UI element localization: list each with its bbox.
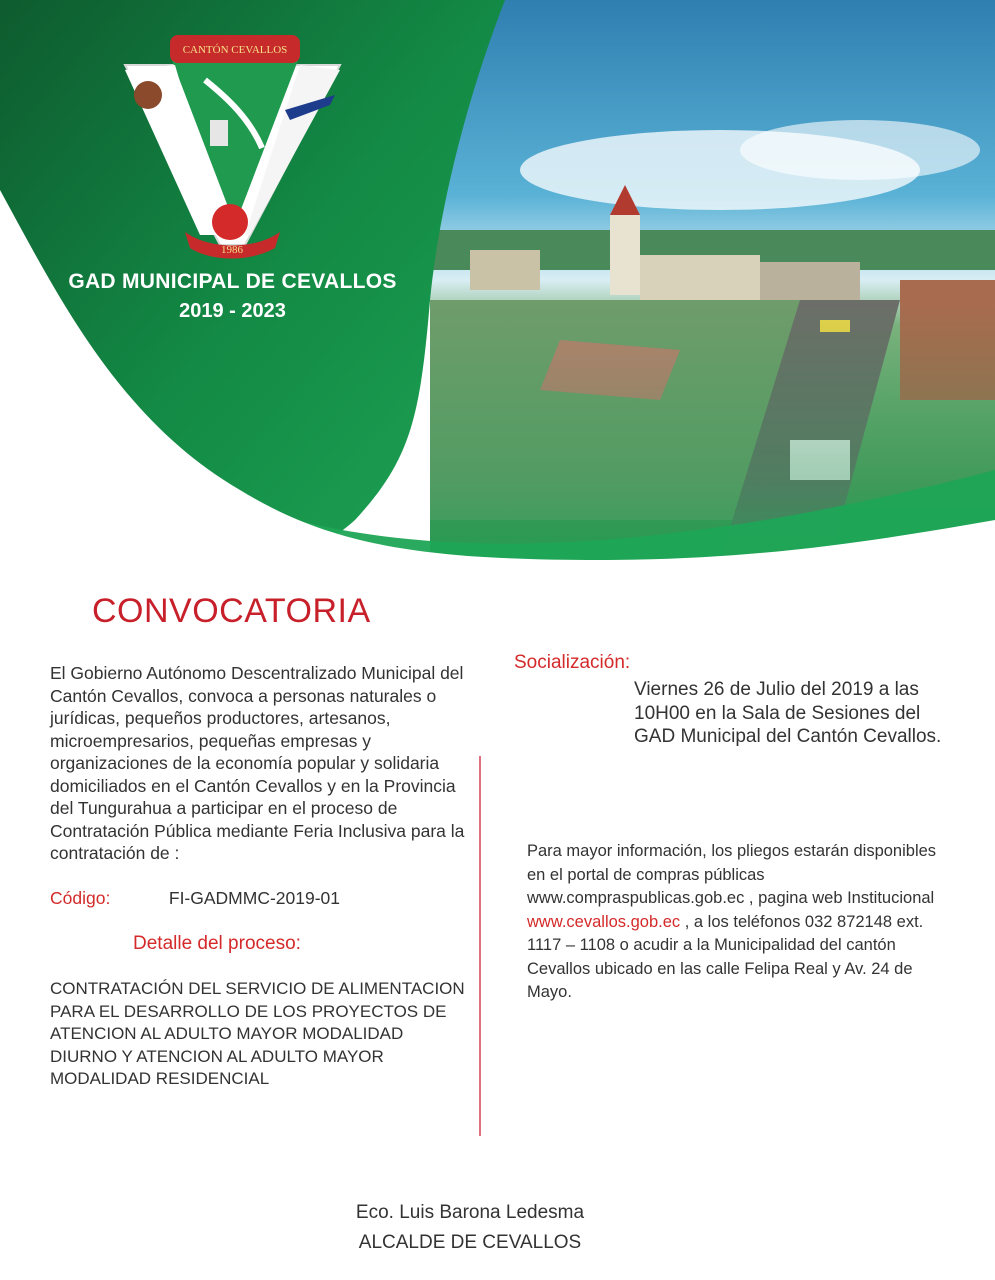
code-row — [50, 888, 340, 909]
info-text-before: Para mayor información, los pliegos estarán disponibles en el portal de compras públicas www.compraspublicas.gob.ec , pagina web Institucional — [527, 842, 937, 907]
seal-banner-text: CANTÓN CEVALLOS — [182, 44, 288, 56]
convocatoria-intro: El Gobierno Autónomo Descentralizado Municipal del Cantón Cevallos, convoca a personas naturales o jurídicas, pequeños productores, artesanos, microempresarios, pequeñas empresas y organizaciones de la economía popular y solidaria domiciliados en el Cantón Cevallos y en la Provincia del Tungurahua a participar en el proceso de Contratación Pública mediante Feria Inclusiva para la contratación de : — [50, 663, 465, 863]
convocatoria-title: CONVOCATORIA — [92, 592, 371, 630]
info-paragraph — [527, 840, 947, 1005]
website-link[interactable]: www.cevallos.gob.ec — [527, 912, 681, 931]
code-value: FI-GADMMC-2019-01 — [168, 888, 341, 908]
code-label: Código: — [50, 888, 111, 908]
socializacion-title: Socialización: — [514, 652, 631, 673]
signature-role: ALCALDE DE CEVALLOS — [358, 1232, 582, 1253]
info-text-after: , a los teléfonos 032 872148 ext. 1117 – 1108 o acudir a la Municipalidad del cantón Cevallos ubicado en las calle Felipa Real y Av. 24 de Mayo. — [527, 912, 924, 1001]
socializacion-body: Viernes 26 de Julio del 2019 a las 10H00 en la Sala de Sesiones del GAD Municipal del Cantón Cevallos. — [634, 679, 942, 747]
column-divider — [479, 756, 481, 1136]
detail-title: Detalle del proceso: — [133, 933, 301, 954]
detail-body: CONTRATACIÓN DEL SERVICIO DE ALIMENTACION PARA EL DESARROLLO DE LOS PROYECTOS DE ATENCION AL ADULTO MAYOR MODALIDAD DIURNO Y ATENCION AL ADULTO MAYOR MODALIDAD RESIDENCIAL — [50, 979, 465, 1088]
seal-year-text: 1986 — [221, 244, 243, 256]
gad-title: GAD MUNICIPAL DE CEVALLOS — [68, 270, 397, 293]
gad-years: 2019 - 2023 — [179, 300, 286, 322]
signature-name: Eco. Luis Barona Ledesma — [355, 1202, 585, 1223]
